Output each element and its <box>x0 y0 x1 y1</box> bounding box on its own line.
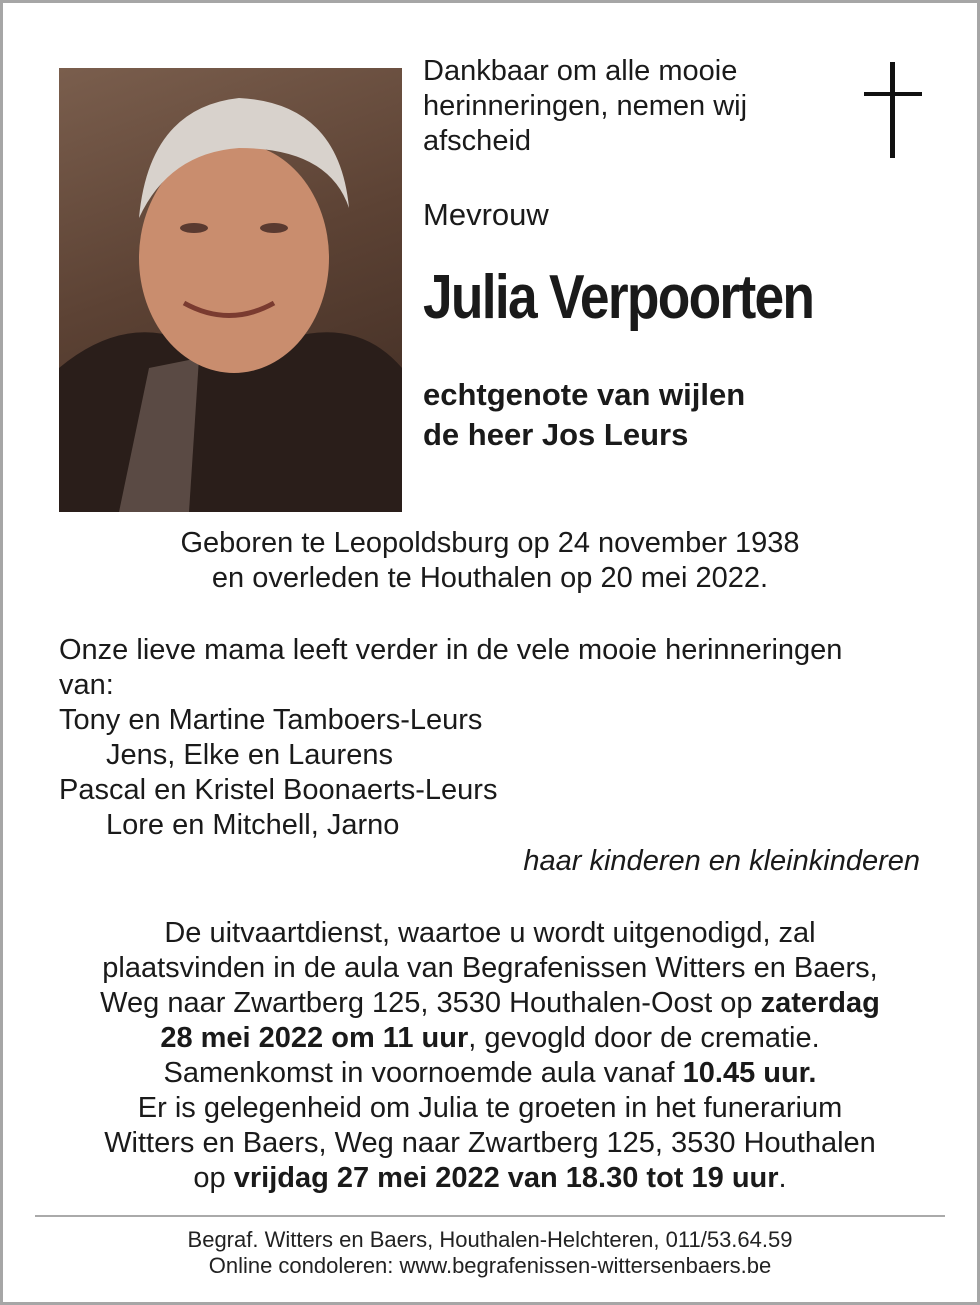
condolence-link[interactable]: Online condoleren: www.begrafenissen-wittersenbaers.be <box>208 1253 772 1278</box>
family-member: Lore en Mitchell, Jarno <box>106 809 400 841</box>
cross-icon <box>864 62 922 158</box>
text: Weg naar Zwartberg 125, 3530 Houthalen-Oost op <box>100 987 761 1019</box>
family-signoff: haar kinderen en kleinkinderen <box>523 845 920 877</box>
family-intro: Onze lieve mama leeft verder in de vele mooie herinneringen <box>59 634 843 666</box>
service-line: Witters en Baers, Weg naar Zwartberg 125, 3530 Houthalen <box>104 1127 876 1159</box>
death-line: en overleden te Houthalen op 20 mei 2022. <box>211 562 769 594</box>
family-section <box>59 633 842 843</box>
family-intro: van: <box>59 669 114 701</box>
service-line: Er is gelegenheid om Julia te groeten in het funerarium <box>137 1092 843 1124</box>
divider <box>35 1215 945 1217</box>
portrait-photo <box>59 68 402 512</box>
text: op <box>193 1162 234 1194</box>
family-member: Tony en Martine Tamboers-Leurs <box>59 704 483 736</box>
visitation-time: vrijdag 27 mei 2022 van 18.30 tot 19 uur <box>233 1162 779 1194</box>
dates <box>0 526 980 596</box>
spouse-text <box>423 375 745 455</box>
service-datetime: 28 mei 2022 om 11 uur <box>160 1022 469 1054</box>
funeral-home-contact: Begraf. Witters en Baers, Houthalen-Helchteren, 011/53.64.59 <box>187 1227 793 1252</box>
service-line <box>0 986 980 1021</box>
service-line <box>0 1056 980 1091</box>
intro-line: afscheid <box>423 125 532 157</box>
intro-line: herinneringen, nemen wij <box>423 90 748 122</box>
footer <box>0 1227 980 1279</box>
family-member: Jens, Elke en Laurens <box>106 739 393 771</box>
text: , gevogld door de crematie. <box>468 1022 820 1054</box>
service-day: zaterdag <box>760 987 880 1019</box>
family-member: Pascal en Kristel Boonaerts-Leurs <box>59 774 498 806</box>
text: Samenkomst in voornoemde aula vanaf <box>163 1057 683 1089</box>
intro-line: Dankbaar om alle mooie <box>423 55 738 87</box>
service-line <box>0 1161 980 1196</box>
gathering-time: 10.45 uur. <box>682 1057 817 1089</box>
birth-line: Geboren te Leopoldsburg op 24 november 1938 <box>180 527 800 559</box>
deceased-name: Julia Verpoorten <box>423 263 814 332</box>
spouse-line: de heer Jos Leurs <box>423 417 689 452</box>
service-line <box>0 1021 980 1056</box>
intro-text <box>423 54 747 159</box>
text: . <box>778 1162 787 1194</box>
spouse-line: echtgenote van wijlen <box>423 377 746 412</box>
title: Mevrouw <box>423 197 549 232</box>
service-line: plaatsvinden in de aula van Begrafenissen Witters en Baers, <box>102 952 878 984</box>
service-info <box>0 916 980 1196</box>
service-line: De uitvaartdienst, waartoe u wordt uitgenodigd, zal <box>164 917 816 949</box>
